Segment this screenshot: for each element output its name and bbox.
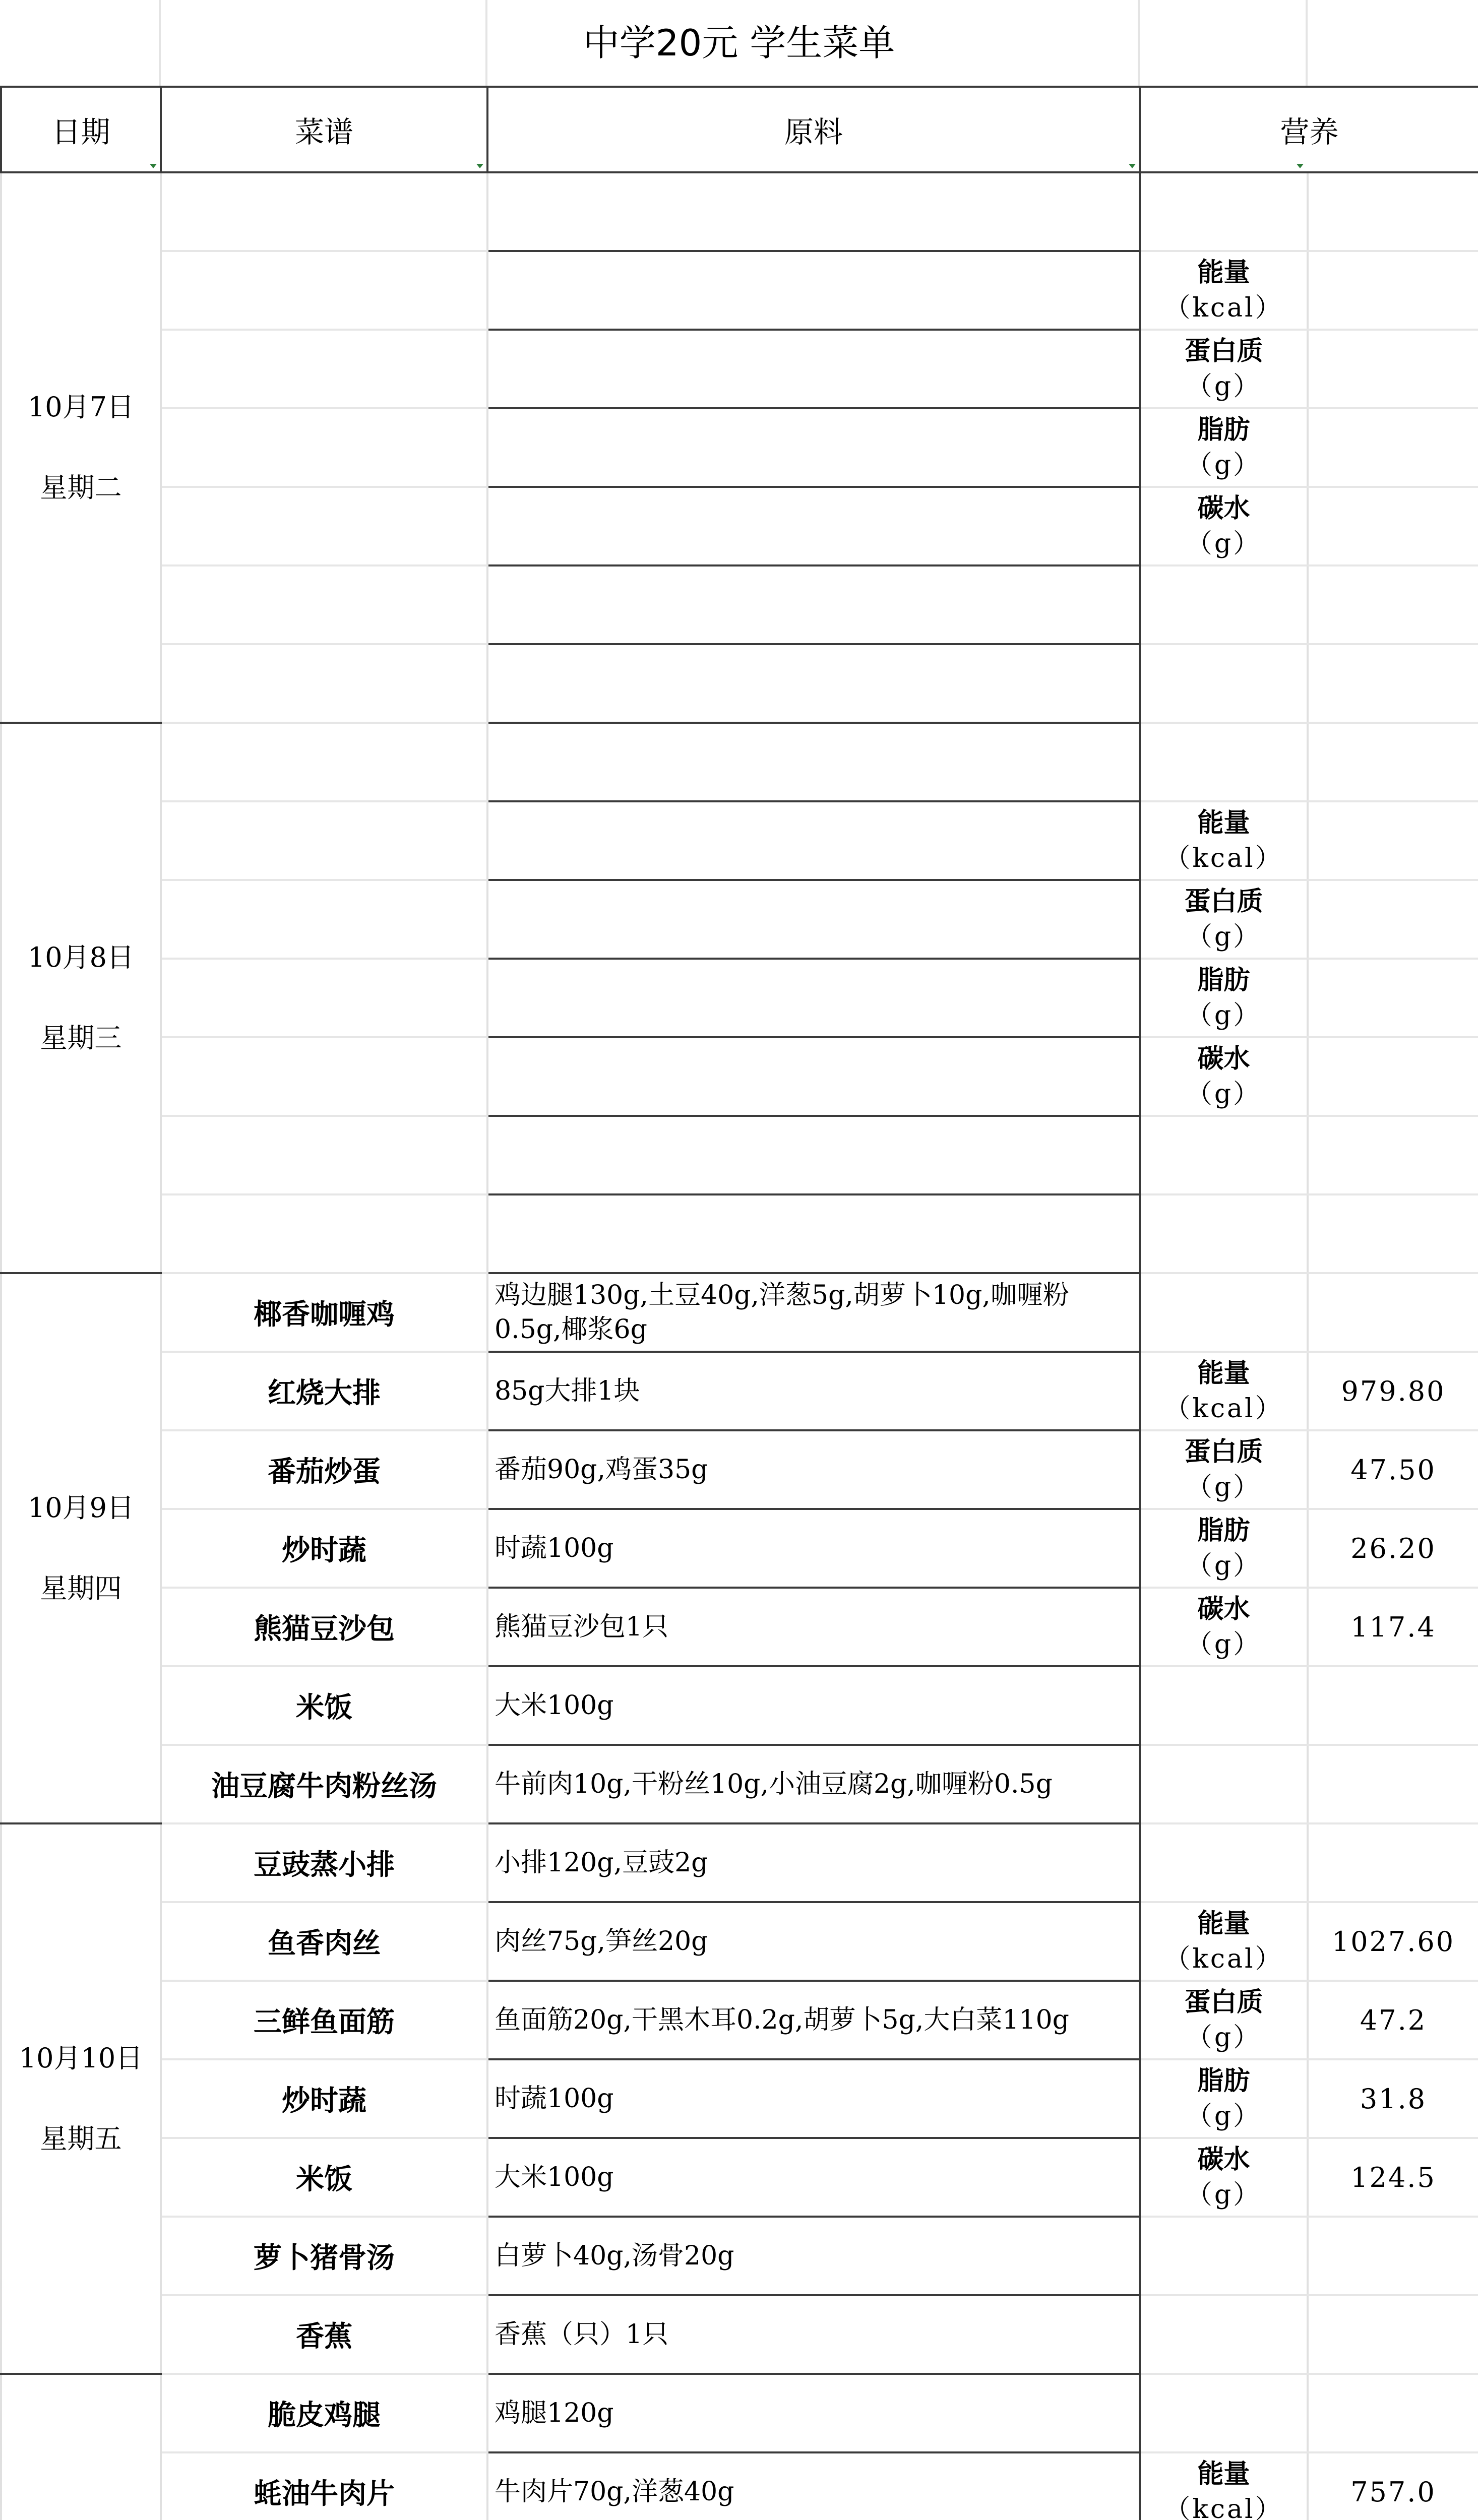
table-row — [1, 1588, 1478, 1666]
nutrition-label-cell[interactable] — [1140, 801, 1308, 880]
nutrition-label-cell[interactable] — [1140, 330, 1308, 408]
table-row — [1, 723, 1478, 801]
table-row — [1, 565, 1478, 644]
nutrition-empty-cell[interactable] — [1308, 1116, 1478, 1194]
nutrition-unit: （g） — [1186, 922, 1262, 952]
nutrition-empty-cell[interactable] — [1140, 1273, 1308, 1352]
table-row — [1, 880, 1478, 959]
dish-name-cell[interactable] — [161, 1116, 487, 1194]
dish-name-cell[interactable] — [161, 1823, 487, 1902]
ingredients-cell[interactable] — [487, 2295, 1140, 2374]
header-row — [1, 87, 1478, 172]
ingredients: 大米100g — [495, 1690, 614, 1721]
ingredients: 时蔬100g — [495, 1533, 614, 1563]
ingredients-cell[interactable] — [487, 251, 1140, 330]
nutrition-label-cell[interactable] — [1140, 2059, 1308, 2138]
table-row — [1, 251, 1478, 330]
title-row — [0, 0, 1478, 86]
table-row — [1, 487, 1478, 565]
table-row — [1, 1037, 1478, 1116]
nutrition-value-cell[interactable] — [1308, 1902, 1478, 1981]
ingredients-cell[interactable] — [487, 2452, 1140, 2520]
weekday: 星期二 — [40, 472, 122, 503]
nutrition-label: 能量 — [1197, 807, 1250, 838]
ingredients-cell[interactable] — [487, 1666, 1140, 1745]
ingredients-cell[interactable] — [487, 1116, 1140, 1194]
header-menu[interactable] — [161, 87, 487, 172]
nutrition-label: 碳水 — [1197, 2144, 1250, 2175]
header-date-label: 日期 — [51, 115, 110, 149]
nutrition-empty-cell[interactable] — [1308, 1745, 1478, 1823]
ingredients-cell[interactable] — [487, 1823, 1140, 1902]
nutrition-empty-cell[interactable] — [1308, 723, 1478, 801]
date: 10月10日 — [19, 2042, 143, 2074]
table-row — [1, 172, 1478, 251]
nutrition-label: 蛋白质 — [1184, 1436, 1263, 1467]
nutrition-label-cell[interactable] — [1140, 2452, 1308, 2520]
nutrition-label-cell[interactable] — [1140, 1430, 1308, 1509]
date-cell[interactable] — [1, 172, 161, 723]
nutrition-value-cell[interactable] — [1308, 1037, 1478, 1116]
nutrition-value-cell[interactable] — [1308, 959, 1478, 1037]
dish-name-cell[interactable] — [161, 801, 487, 880]
date-cell[interactable] — [1, 723, 161, 1273]
nutrition-label: 碳水 — [1197, 1594, 1250, 1624]
nutrition-empty-cell[interactable] — [1308, 2217, 1478, 2295]
weekday: 星期三 — [40, 1022, 122, 1054]
nutrition-label: 脂肪 — [1197, 2065, 1250, 2096]
nutrition-label-cell[interactable] — [1140, 1037, 1308, 1116]
nutrition-unit: （g） — [1186, 1551, 1262, 1581]
table-row — [1, 2452, 1478, 2520]
nutrition-label-cell[interactable] — [1140, 1509, 1308, 1588]
date-cell[interactable] — [1, 2374, 161, 2520]
dish-name: 炒时蔬 — [282, 2084, 366, 2117]
table-row — [1, 1194, 1478, 1273]
ingredients: 肉丝75g,笋丝20g — [495, 1926, 708, 1957]
dish-name: 香蕉 — [296, 2320, 352, 2353]
filter-dropdown-icon[interactable] — [1297, 164, 1304, 168]
nutrition-label: 蛋白质 — [1184, 1987, 1263, 2018]
nutrition-label-cell[interactable] — [1140, 1981, 1308, 2059]
dish-name-cell[interactable] — [161, 1037, 487, 1116]
nutrition-unit: （g） — [1186, 2023, 1262, 2053]
nutrition-unit: （g） — [1186, 529, 1262, 559]
table-row — [1, 1666, 1478, 1745]
date: 10月9日 — [27, 1492, 135, 1524]
header-nutrition-label: 营养 — [1280, 115, 1339, 149]
dish-name: 米饭 — [296, 1691, 352, 1724]
table-row — [1, 1823, 1478, 1902]
dish-name: 鱼香肉丝 — [268, 1927, 381, 1960]
dish-name-cell[interactable] — [161, 1194, 487, 1273]
nutrition-empty-cell[interactable] — [1308, 2374, 1478, 2452]
table-row — [1, 1509, 1478, 1588]
ingredients: 大米100g — [495, 2162, 614, 2192]
nutrition-value-cell[interactable] — [1308, 251, 1478, 330]
table-row — [1, 408, 1478, 487]
nutrition-empty-cell[interactable] — [1308, 2295, 1478, 2374]
nutrition-empty-cell[interactable] — [1140, 1666, 1308, 1745]
nutrition-value: 117.4 — [1350, 1611, 1436, 1643]
table-row — [1, 1745, 1478, 1823]
ingredients-cell[interactable] — [487, 1902, 1140, 1981]
nutrition-label: 碳水 — [1197, 493, 1250, 524]
date: 10月7日 — [27, 391, 135, 423]
dish-name-cell[interactable] — [161, 2059, 487, 2138]
date-cell[interactable] — [1, 1823, 161, 2374]
nutrition-unit: （g） — [1186, 371, 1262, 402]
dish-name: 蚝油牛肉片 — [254, 2477, 395, 2510]
ingredients-cell[interactable] — [487, 801, 1140, 880]
ingredients-cell[interactable] — [487, 1430, 1140, 1509]
ingredients-cell[interactable] — [487, 2138, 1140, 2217]
table-row — [1, 959, 1478, 1037]
ingredients-cell[interactable] — [487, 2374, 1140, 2452]
dish-name-cell[interactable] — [161, 959, 487, 1037]
nutrition-unit: （g） — [1186, 1000, 1262, 1031]
filter-dropdown-icon[interactable] — [1129, 164, 1136, 168]
page-title: 中学20元 学生菜单 — [583, 22, 895, 64]
nutrition-label-cell[interactable] — [1140, 1352, 1308, 1430]
dish-name-cell[interactable] — [161, 2295, 487, 2374]
nutrition-value: 47.2 — [1360, 2004, 1427, 2036]
dish-name: 红烧大排 — [268, 1376, 381, 1410]
header-date[interactable] — [1, 87, 161, 172]
nutrition-value-cell[interactable] — [1308, 408, 1478, 487]
table-row — [1, 1273, 1478, 1352]
header-ingredients[interactable] — [487, 87, 1140, 172]
ingredients-cell[interactable] — [487, 565, 1140, 644]
dish-name-cell[interactable] — [161, 1509, 487, 1588]
ingredients-cell[interactable] — [487, 1509, 1140, 1588]
ingredients-cell[interactable] — [487, 723, 1140, 801]
nutrition-unit: （g） — [1186, 1472, 1262, 1502]
menu-table — [0, 86, 1478, 2520]
table-row — [1, 2295, 1478, 2374]
dish-name-cell[interactable] — [161, 1352, 487, 1430]
filter-dropdown-icon[interactable] — [150, 164, 157, 168]
nutrition-value: 31.8 — [1360, 2083, 1427, 2115]
nutrition-label: 碳水 — [1197, 1043, 1250, 1074]
dish-name: 米饭 — [296, 2163, 352, 2196]
nutrition-value-cell[interactable] — [1308, 2138, 1478, 2217]
table-row — [1, 2374, 1478, 2452]
nutrition-label-cell[interactable] — [1140, 408, 1308, 487]
nutrition-value-cell[interactable] — [1308, 330, 1478, 408]
ingredients-cell[interactable] — [487, 880, 1140, 959]
nutrition-unit: （kcal） — [1164, 293, 1283, 323]
nutrition-unit: （g） — [1186, 1079, 1262, 1109]
dish-name: 脆皮鸡腿 — [268, 2399, 381, 2432]
nutrition-empty-cell[interactable] — [1140, 1823, 1308, 1902]
nutrition-empty-cell[interactable] — [1140, 172, 1308, 251]
ingredients: 小排120g,豆豉2g — [495, 1848, 708, 1878]
nutrition-value-cell[interactable] — [1308, 1509, 1478, 1588]
nutrition-empty-cell[interactable] — [1308, 565, 1478, 644]
ingredients-cell[interactable] — [487, 2059, 1140, 2138]
header-menu-label: 菜谱 — [294, 115, 353, 149]
table-row — [1, 2138, 1478, 2217]
dish-name-cell[interactable] — [161, 880, 487, 959]
nutrition-label-cell[interactable] — [1140, 880, 1308, 959]
nutrition-label-cell[interactable] — [1140, 1588, 1308, 1666]
dish-name: 油豆腐牛肉粉丝汤 — [211, 1770, 437, 1803]
nutrition-label: 蛋白质 — [1184, 886, 1263, 917]
table-row — [1, 1981, 1478, 2059]
ingredients-cell[interactable] — [487, 330, 1140, 408]
table-row — [1, 1116, 1478, 1194]
nutrition-unit: （kcal） — [1164, 2494, 1283, 2520]
nutrition-value-cell[interactable] — [1308, 2452, 1478, 2520]
dish-name-cell[interactable] — [161, 644, 487, 723]
nutrition-unit: （kcal） — [1164, 1944, 1283, 1974]
weekday: 星期五 — [40, 2123, 122, 2155]
dish-name-cell[interactable] — [161, 2374, 487, 2452]
date: 10月8日 — [27, 941, 135, 973]
nutrition-empty-cell[interactable] — [1140, 644, 1308, 723]
nutrition-empty-cell[interactable] — [1308, 172, 1478, 251]
nutrition-empty-cell[interactable] — [1140, 1745, 1308, 1823]
nutrition-value: 124.5 — [1350, 2161, 1436, 2193]
ingredients-cell[interactable] — [487, 1352, 1140, 1430]
nutrition-value-cell[interactable] — [1308, 2059, 1478, 2138]
nutrition-label: 脂肪 — [1197, 414, 1250, 445]
ingredients: 白萝卜40g,汤骨20g — [495, 2241, 734, 2271]
ingredients-cell[interactable] — [487, 172, 1140, 251]
nutrition-empty-cell[interactable] — [1140, 2374, 1308, 2452]
nutrition-label: 脂肪 — [1197, 1515, 1250, 1546]
dish-name-cell[interactable] — [161, 1588, 487, 1666]
weekday: 星期四 — [40, 1572, 122, 1604]
nutrition-value: 47.50 — [1350, 1454, 1436, 1486]
ingredients: 香蕉（只）1只 — [495, 2319, 669, 2350]
ingredients-cell[interactable] — [487, 1745, 1140, 1823]
dish-name-cell[interactable] — [161, 172, 487, 251]
ingredients: 时蔬100g — [495, 2084, 614, 2114]
ingredients: 番茄90g,鸡蛋35g — [495, 1455, 708, 1485]
nutrition-value: 979.80 — [1341, 1375, 1446, 1407]
nutrition-value-cell[interactable] — [1308, 487, 1478, 565]
dish-name: 三鲜鱼面筋 — [254, 2005, 395, 2039]
ingredients: 牛肉片70g,洋葱40g — [495, 2477, 734, 2507]
nutrition-value: 26.20 — [1350, 1532, 1436, 1564]
header-nutrition[interactable] — [1140, 87, 1478, 172]
ingredients: 牛前肉10g,干粉丝10g,小油豆腐2g,咖喱粉0.5g — [495, 1769, 1053, 1799]
nutrition-empty-cell[interactable] — [1308, 1666, 1478, 1745]
nutrition-label: 能量 — [1197, 2459, 1250, 2489]
dish-name-cell[interactable] — [161, 1981, 487, 2059]
nutrition-empty-cell[interactable] — [1140, 2217, 1308, 2295]
ingredients: 85g大排1块 — [495, 1376, 640, 1406]
ingredients: 鱼面筋20g,干黑木耳0.2g,胡萝卜5g,大白菜110g — [495, 2005, 1069, 2035]
ingredients-cell[interactable] — [487, 487, 1140, 565]
nutrition-label-cell[interactable] — [1140, 959, 1308, 1037]
ingredients-cell[interactable] — [487, 1981, 1140, 2059]
table-row — [1, 2059, 1478, 2138]
table-row — [1, 801, 1478, 880]
nutrition-empty-cell[interactable] — [1140, 565, 1308, 644]
dish-name-cell[interactable] — [161, 1745, 487, 1823]
nutrition-unit: （kcal） — [1164, 1394, 1283, 1424]
dish-name-cell[interactable] — [161, 2217, 487, 2295]
dish-name-cell[interactable] — [161, 2452, 487, 2520]
ingredients-cell[interactable] — [487, 408, 1140, 487]
nutrition-unit: （g） — [1186, 450, 1262, 480]
nutrition-unit: （g） — [1186, 1629, 1262, 1660]
nutrition-empty-cell[interactable] — [1308, 1194, 1478, 1273]
dish-name-cell[interactable] — [161, 408, 487, 487]
nutrition-empty-cell[interactable] — [1140, 2295, 1308, 2374]
ingredients-cell[interactable] — [487, 1194, 1140, 1273]
table-row — [1, 1902, 1478, 1981]
dish-name-cell[interactable] — [161, 1666, 487, 1745]
ingredients-cell[interactable] — [487, 1273, 1140, 1352]
nutrition-value-cell[interactable] — [1308, 801, 1478, 880]
nutrition-value-cell[interactable] — [1308, 1588, 1478, 1666]
dish-name-cell[interactable] — [161, 251, 487, 330]
dish-name-cell[interactable] — [161, 1902, 487, 1981]
dish-name-cell[interactable] — [161, 2138, 487, 2217]
ingredients: 鸡腿120g — [495, 2398, 614, 2428]
dish-name-cell[interactable] — [161, 565, 487, 644]
nutrition-unit: （kcal） — [1164, 843, 1283, 873]
nutrition-value-cell[interactable] — [1308, 1352, 1478, 1430]
dish-name-cell[interactable] — [161, 330, 487, 408]
nutrition-empty-cell[interactable] — [1140, 1194, 1308, 1273]
table-row — [1, 1430, 1478, 1509]
ingredients-cell[interactable] — [487, 1037, 1140, 1116]
dish-name: 熊猫豆沙包 — [254, 1612, 395, 1646]
nutrition-label-cell[interactable] — [1140, 251, 1308, 330]
nutrition-empty-cell[interactable] — [1140, 1116, 1308, 1194]
nutrition-value: 757.0 — [1350, 2476, 1436, 2508]
nutrition-empty-cell[interactable] — [1308, 1273, 1478, 1352]
ingredients-cell[interactable] — [487, 959, 1140, 1037]
ingredients-cell[interactable] — [487, 2217, 1140, 2295]
nutrition-empty-cell[interactable] — [1308, 644, 1478, 723]
dish-name: 番茄炒蛋 — [268, 1455, 381, 1488]
ingredients-cell[interactable] — [487, 644, 1140, 723]
nutrition-label: 能量 — [1197, 257, 1250, 288]
nutrition-label: 脂肪 — [1197, 965, 1250, 995]
nutrition-value: 1027.60 — [1331, 1925, 1455, 1958]
nutrition-label-cell[interactable] — [1140, 487, 1308, 565]
table-row — [1, 644, 1478, 723]
dish-name-cell[interactable] — [161, 723, 487, 801]
dish-name: 炒时蔬 — [282, 1534, 366, 1567]
nutrition-value-cell[interactable] — [1308, 1981, 1478, 2059]
ingredients-cell[interactable] — [487, 1588, 1140, 1666]
ingredients: 鸡边腿130g,土豆40g,洋葱5g,胡萝卜10g,咖喱粉0.5g,椰浆6g — [495, 1280, 1069, 1345]
dish-name: 豆豉蒸小排 — [254, 1848, 395, 1881]
filter-dropdown-icon[interactable] — [476, 164, 483, 168]
nutrition-unit: （g） — [1186, 2180, 1262, 2210]
dish-name: 萝卜猪骨汤 — [254, 2241, 395, 2275]
nutrition-empty-cell[interactable] — [1140, 723, 1308, 801]
dish-name-cell[interactable] — [161, 487, 487, 565]
nutrition-unit: （g） — [1186, 2101, 1262, 2131]
nutrition-label: 能量 — [1197, 1908, 1250, 1939]
dish-name-cell[interactable] — [161, 1430, 487, 1509]
table-row — [1, 2217, 1478, 2295]
dish-name: 椰香咖喱鸡 — [254, 1298, 395, 1331]
table-row — [1, 1352, 1478, 1430]
table-row — [1, 330, 1478, 408]
header-ingredients-label: 原料 — [784, 115, 843, 149]
dish-name-cell[interactable] — [161, 1273, 487, 1352]
nutrition-label: 蛋白质 — [1184, 336, 1263, 366]
ingredients: 熊猫豆沙包1只 — [495, 1612, 669, 1642]
nutrition-label-cell[interactable] — [1140, 2138, 1308, 2217]
nutrition-empty-cell[interactable] — [1308, 1823, 1478, 1902]
date-cell[interactable] — [1, 1273, 161, 1823]
nutrition-value-cell[interactable] — [1308, 1430, 1478, 1509]
nutrition-label: 能量 — [1197, 1358, 1250, 1389]
nutrition-label-cell[interactable] — [1140, 1902, 1308, 1981]
nutrition-value-cell[interactable] — [1308, 880, 1478, 959]
